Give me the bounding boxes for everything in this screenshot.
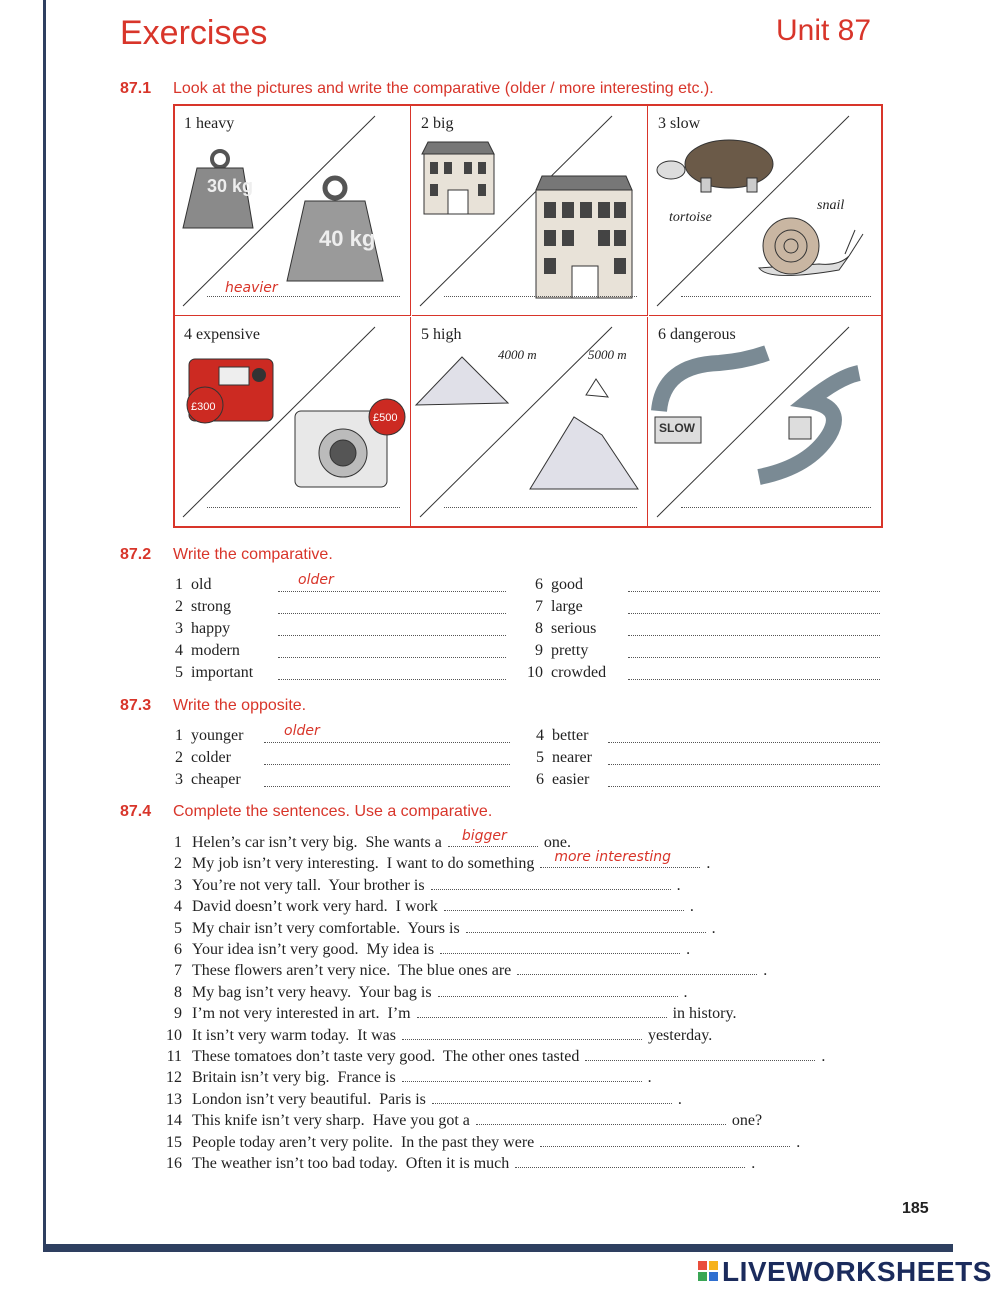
sentence-text: These tomatoes don’t taste very good. The other ones tasted [192,1048,580,1065]
animal-label: tortoise [669,210,712,225]
list-item: 1 old [175,576,212,593]
sentence-ending: . [706,855,711,873]
picture-cell [412,106,648,316]
sentence-row [162,1002,736,1024]
price-label: £500 [373,412,398,424]
animal-label: snail [817,198,845,213]
cell-label: 6 dangerous [658,326,736,343]
sentence-ending: one? [731,1112,763,1130]
price-label: £300 [191,401,216,413]
houses-icon [412,106,648,316]
sentence-ending: . [677,1090,682,1108]
sentence-text: I’m not very interested in art. I’m [192,1005,411,1023]
sentence-row [162,917,716,939]
answer-blank[interactable] [515,1152,745,1168]
answer-line[interactable] [628,635,880,636]
sentence-number: 9 [174,1005,182,1023]
list-item: 5 nearer [536,749,592,766]
answer-blank[interactable] [417,1002,667,1018]
sentence-text: It isn’t very warm today. It was [192,1026,396,1044]
sentence-ending: . [763,962,768,980]
sentence-ending: . [689,898,694,916]
answer-blank[interactable] [540,1131,790,1147]
sentence-row [162,1131,800,1153]
sentence-row [162,1109,762,1131]
sentence-text: My bag isn’t very heavy. Your bag is [192,983,432,1001]
picture-cell [649,317,881,526]
cell-label: 3 slow [658,115,701,132]
answer-line[interactable] [264,742,510,743]
sentence-number: 7 [174,962,182,980]
sentence-ending: . [647,1069,652,1087]
list-item: 3 cheaper [175,771,241,788]
sentence-number: 6 [174,941,182,958]
exercise-instruction: Complete the sentences. Use a comparative. [173,803,493,820]
sentence-row [162,959,767,981]
sentence-number: 11 [166,1048,182,1065]
answer-blank[interactable] [431,874,671,890]
sentence-ending: . [711,919,716,937]
sentence-number: 15 [166,1133,182,1151]
unit-title: Unit 87 [776,14,872,47]
answer-blank[interactable] [476,1109,726,1125]
picture-cell [649,106,881,316]
sentence-ending: . [796,1133,801,1151]
sentence-number: 16 [166,1155,182,1172]
sentence-text: Your idea isn’t very good. My idea is [192,941,435,958]
list-item: 4 better [536,727,589,744]
answer-line[interactable] [207,507,400,508]
answer-blank[interactable] [440,938,680,954]
sentence-text: These flowers aren’t very nice. The blue ones are [192,962,512,980]
answer-line[interactable] [207,296,400,297]
sentence-row [162,1024,712,1046]
sentence-number: 4 [174,898,182,916]
answer-line[interactable] [608,764,880,765]
sentence-number: 14 [166,1112,182,1130]
answer-blank[interactable] [466,917,706,933]
list-item: 10 crowded [527,664,607,681]
answer-blank[interactable] [432,1088,672,1104]
answer-line[interactable] [608,742,880,743]
picture-grid [173,104,883,528]
sentence-number: 8 [174,983,182,1001]
answer-line[interactable] [628,613,880,614]
sentence-text: Helen’s car isn’t very big. She wants a [192,834,442,851]
answer-line[interactable] [278,613,506,614]
picture-cell [412,317,648,526]
list-item: 6 good [535,576,583,593]
answer-blank[interactable] [448,828,538,847]
list-item: 1 younger [175,727,244,744]
list-item: 7 large [535,598,583,615]
sentence-text: The weather isn’t too bad today. Often it is much [192,1155,510,1172]
cell-label: 1 heavy [184,115,235,132]
weights-icon [175,106,411,316]
list-item: 8 serious [535,620,597,637]
sentence-number: 1 [174,834,182,851]
exercise-instruction: Write the comparative. [173,546,333,563]
sentence-number: 12 [166,1069,182,1087]
height-label: 5000 m [588,347,627,362]
answer-blank[interactable] [585,1045,815,1061]
answer-blank[interactable] [402,1024,642,1040]
answer-blank[interactable] [438,981,678,997]
sentence-row [162,1066,652,1088]
page-edge [43,0,46,1252]
exercise-instruction: Look at the pictures and write the comparative (older / more interesting etc.). [173,80,714,97]
brand-name: LIVEWORKSHEETS [722,1256,992,1287]
exercise-number: 87.3 [120,697,152,714]
height-label: 4000 m [498,347,537,362]
picture-cell [175,106,411,316]
list-item: 2 strong [175,598,231,615]
answer-line[interactable] [264,764,510,765]
list-item: 6 easier [536,771,590,788]
answer-line[interactable] [278,635,506,636]
exercise-instruction: Write the opposite. [173,697,307,714]
sentence-row [162,1045,825,1067]
sentence-number: 13 [166,1090,182,1108]
cell-label: 5 high [421,326,462,343]
sentence-text: People today aren’t very polite. In the past they were [192,1133,535,1151]
sign-label: SLOW [659,421,695,435]
answer-text[interactable]: more interesting [554,849,672,866]
sentence-row [162,895,694,917]
list-item: 2 colder [175,749,231,766]
answer-line[interactable] [444,507,637,508]
sentence-text: Britain isn’t very big. France is [192,1069,396,1087]
weight-label: 30 kg [207,176,254,196]
list-item: 5 important [175,664,254,681]
list-item: 4 modern [175,642,240,659]
sentence-ending: . [686,941,691,958]
exercise-number: 87.4 [120,803,152,820]
sentence-number: 3 [174,876,182,894]
answer-text[interactable]: older [298,572,334,588]
answer-line[interactable] [444,296,637,297]
answer-line[interactable] [278,657,506,658]
answer-text[interactable]: older [284,723,320,739]
sentence-row [162,874,681,896]
sentence-row [162,1088,682,1110]
answer-line[interactable] [278,591,506,592]
sentence-text: My chair isn’t very comfortable. Yours is [192,919,460,937]
sentence-row [162,828,571,853]
answer-line[interactable] [278,679,506,680]
sentence-text: David doesn’t work very hard. I work [192,898,438,916]
sentence-ending: . [676,876,681,894]
sentence-text: My job isn’t very interesting. I want to do something [192,855,535,873]
answer-blank[interactable] [402,1066,642,1082]
sentence-ending: . [751,1155,756,1172]
answer-line[interactable] [628,591,880,592]
answer-line[interactable] [608,786,880,787]
sentence-text: You’re not very tall. Your brother is [192,876,425,894]
answer-line[interactable] [264,786,510,787]
exercise-number: 87.1 [120,80,152,97]
sentence-ending: in history. [672,1005,737,1023]
answer-line[interactable] [681,507,871,508]
answer-line[interactable] [681,296,871,297]
answer-text[interactable]: heavier [225,280,278,296]
sentence-ending: . [821,1048,826,1065]
answer-line[interactable] [628,657,880,658]
cell-label: 2 big [421,115,454,132]
sentence-ending: . [683,983,688,1001]
sentence-text: This knife isn’t very sharp. Have you got a [192,1112,470,1130]
sentence-ending: one. [543,834,571,851]
exercise-number: 87.2 [120,546,152,563]
list-item: 9 pretty [535,642,589,659]
sentence-row [162,1152,755,1174]
picture-cell [175,317,411,526]
sentence-text: London isn’t very beautiful. Paris is [192,1090,426,1108]
answer-blank[interactable] [517,959,757,975]
answer-line[interactable] [628,679,880,680]
page-number: 185 [902,1200,929,1217]
sentence-number: 5 [174,919,182,937]
sentence-ending: yesterday. [647,1026,713,1044]
list-item: 3 happy [175,620,231,637]
sentence-row [162,849,711,874]
sentence-row [162,938,690,960]
page-title: Exercises [120,14,268,52]
liveworksheets-logo-icon [698,1261,718,1281]
sentence-number: 2 [174,855,182,873]
weight-label: 40 kg [319,226,376,251]
answer-blank[interactable] [540,849,700,868]
answer-text[interactable]: bigger [461,828,507,844]
sentence-row [162,981,688,1003]
page-edge [43,1244,953,1252]
cell-label: 4 expensive [184,326,260,343]
sentence-number: 10 [166,1026,182,1044]
answer-blank[interactable] [444,895,684,911]
